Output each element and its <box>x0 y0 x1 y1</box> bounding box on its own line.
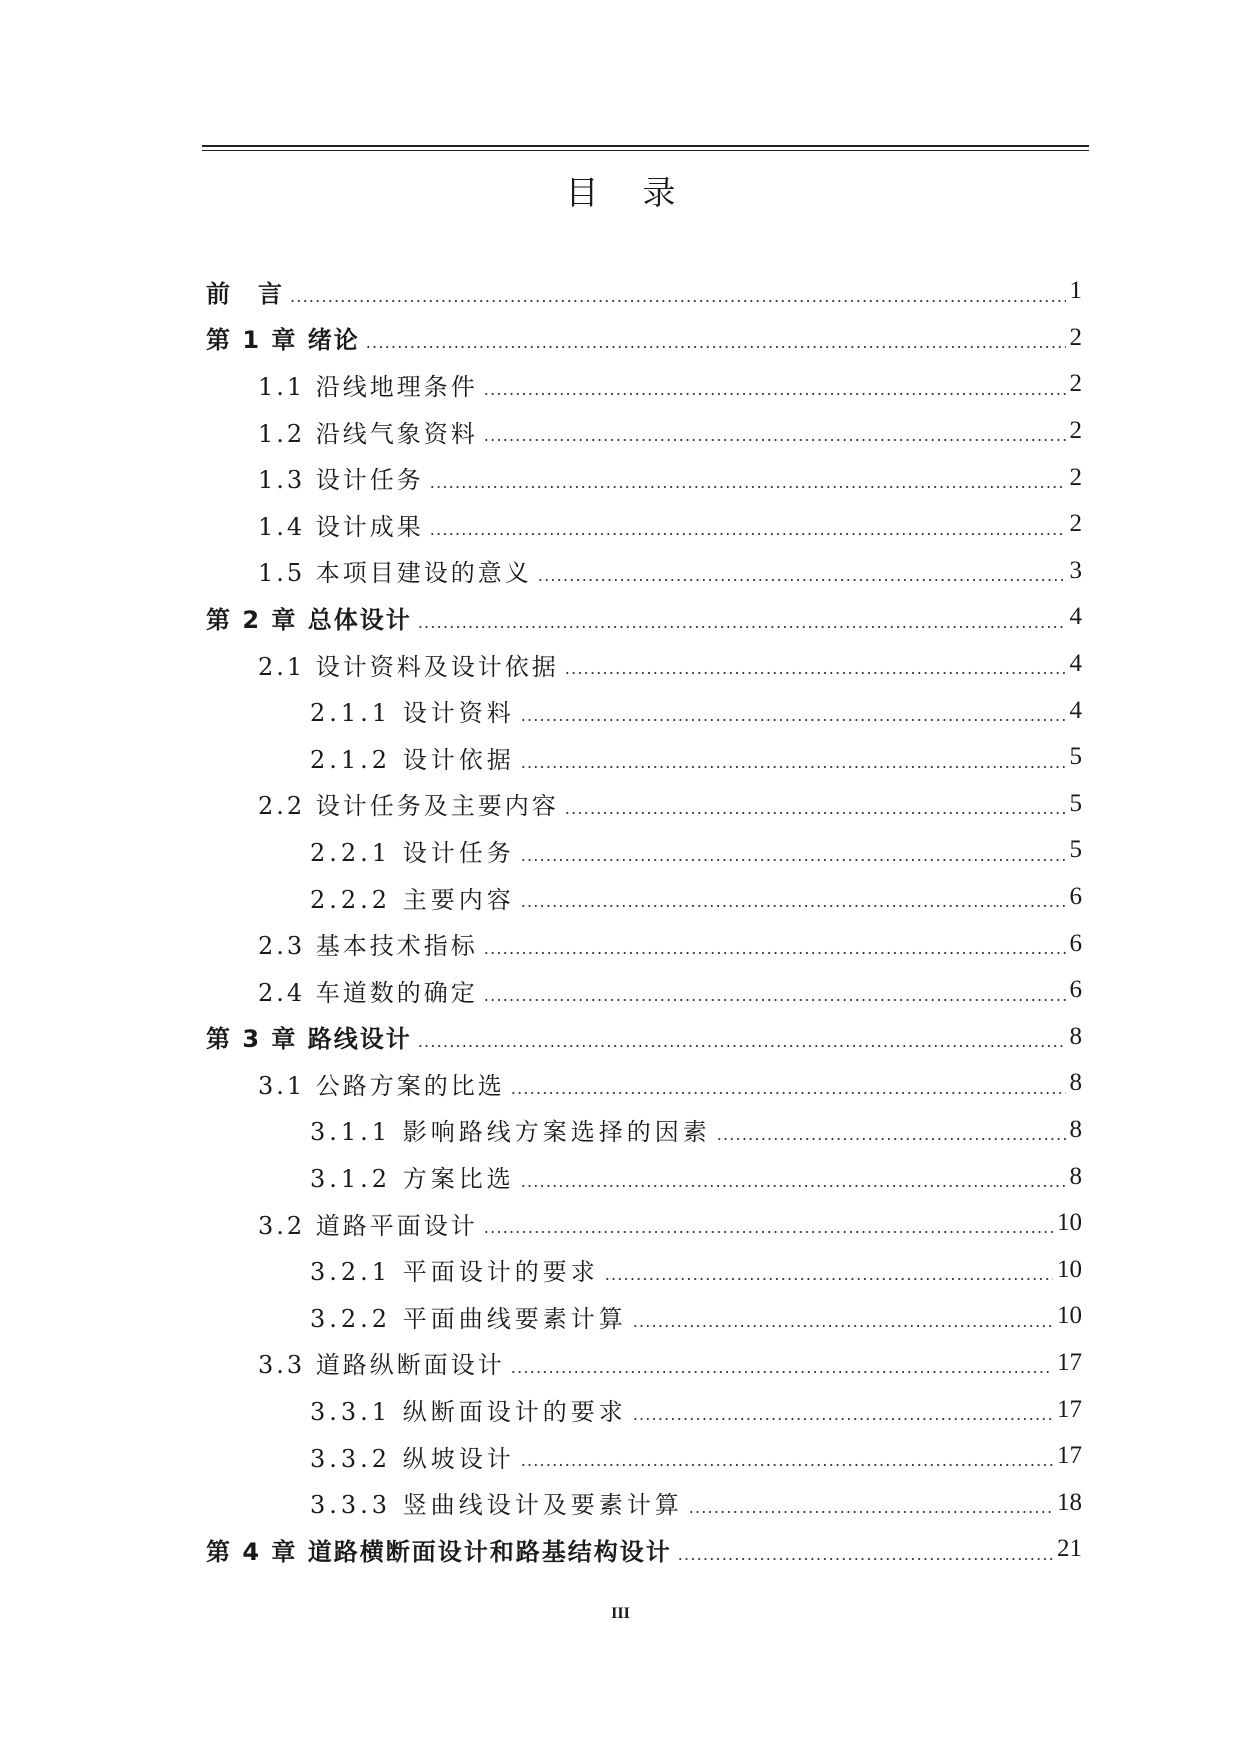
toc-entry-page: 1 <box>1069 277 1082 305</box>
toc-entry[interactable] <box>206 594 1082 641</box>
toc-entry[interactable] <box>206 1340 1082 1387</box>
toc-dot-leader <box>290 289 1066 315</box>
toc-dot-leader <box>430 522 1066 548</box>
toc-dot-leader <box>689 1500 1053 1526</box>
toc-entry[interactable] <box>206 548 1082 595</box>
toc-entry-label: 第 1 章 绪论 <box>206 326 360 355</box>
toc-entry-page: 5 <box>1069 836 1082 864</box>
toc-entry-page: 10 <box>1057 1255 1082 1283</box>
toc-dot-leader <box>418 1034 1066 1060</box>
toc-entry-page: 5 <box>1069 743 1082 771</box>
toc-entry[interactable] <box>206 454 1082 501</box>
toc-entry-label: 1.2 沿线气象资料 <box>258 419 478 448</box>
toc-entry-label: 1.5 本项目建设的意义 <box>258 559 532 588</box>
toc-entry-page: 18 <box>1057 1488 1082 1516</box>
toc-entry-label: 2.2 设计任务及主要内容 <box>258 792 559 821</box>
toc-entry-label: 3.2 道路平面设计 <box>258 1211 478 1240</box>
toc-dot-leader <box>484 382 1066 408</box>
toc-dot-leader <box>565 661 1066 687</box>
toc-entry-page: 2 <box>1069 323 1082 351</box>
toc-entry-label: 3.1.1 影响路线方案选择的因素 <box>310 1118 711 1147</box>
toc-entry[interactable] <box>206 734 1082 781</box>
toc-entry-page: 4 <box>1069 603 1082 631</box>
toc-entry-page: 6 <box>1069 929 1082 957</box>
toc-dot-leader <box>430 475 1066 501</box>
toc-dot-leader <box>511 1081 1066 1107</box>
page-number: III <box>611 1605 630 1622</box>
toc-entry[interactable] <box>206 687 1082 734</box>
toc-entry[interactable] <box>206 361 1082 408</box>
toc-dot-leader <box>717 1127 1066 1153</box>
toc-dot-leader <box>678 1547 1053 1573</box>
toc-entry[interactable] <box>206 1107 1082 1154</box>
toc-dot-leader <box>511 1360 1053 1386</box>
toc-entry-label: 第 4 章 道路横断面设计和路基结构设计 <box>206 1537 672 1566</box>
toc-entry-label: 3.1.2 方案比选 <box>310 1165 515 1194</box>
toc-dot-leader <box>484 428 1066 454</box>
toc-entry-label: 前 言 <box>206 279 284 308</box>
toc-dot-leader <box>633 1314 1053 1340</box>
toc-entry-page: 2 <box>1069 417 1082 445</box>
toc-entry-label: 3.3.1 纵断面设计的要求 <box>310 1398 627 1427</box>
toc-entry[interactable] <box>206 1014 1082 1061</box>
toc-entry-label: 1.3 设计任务 <box>258 466 424 495</box>
toc-dot-leader <box>521 755 1066 781</box>
toc-entry[interactable] <box>206 315 1082 362</box>
toc-dot-leader <box>565 801 1066 827</box>
toc-entry-label: 2.2.1 设计任务 <box>310 838 515 867</box>
toc-dot-leader <box>521 1174 1066 1200</box>
toc-entry-page: 2 <box>1069 370 1082 398</box>
page-title-char-1: 目 <box>565 173 599 212</box>
toc-entry[interactable] <box>206 268 1082 315</box>
toc-entry[interactable] <box>206 501 1082 548</box>
toc-entry[interactable] <box>206 1526 1082 1573</box>
toc-entry[interactable] <box>206 1433 1082 1480</box>
toc-entry-label: 2.4 车道数的确定 <box>258 978 478 1007</box>
toc-entry-label: 2.1 设计资料及设计依据 <box>258 652 559 681</box>
toc-entry-page: 6 <box>1069 976 1082 1004</box>
toc-entry-label: 3.3.3 竖曲线设计及要素计算 <box>310 1491 683 1520</box>
toc-entry-page: 17 <box>1057 1442 1082 1470</box>
toc-entry[interactable] <box>206 641 1082 688</box>
toc-dot-leader <box>484 1220 1053 1246</box>
toc-entry[interactable] <box>206 408 1082 455</box>
toc-entry-label: 2.1.1 设计资料 <box>310 699 515 728</box>
toc-dot-leader <box>521 848 1066 874</box>
toc-entry[interactable] <box>206 920 1082 967</box>
page-title-char-2: 录 <box>642 173 676 212</box>
toc-entry-page: 4 <box>1069 650 1082 678</box>
toc-entry-page: 8 <box>1069 1069 1082 1097</box>
toc-dot-leader <box>521 894 1066 920</box>
table-of-contents <box>206 268 1082 1573</box>
toc-entry[interactable] <box>206 827 1082 874</box>
toc-entry-page: 4 <box>1069 696 1082 724</box>
toc-entry-label: 3.3 道路纵断面设计 <box>258 1351 505 1380</box>
toc-entry-label: 2.2.2 主要内容 <box>310 885 515 914</box>
page-title <box>0 168 1241 218</box>
toc-dot-leader <box>538 568 1066 594</box>
toc-entry-label: 1.1 沿线地理条件 <box>258 372 478 401</box>
toc-entry-page: 2 <box>1069 510 1082 538</box>
toc-entry[interactable] <box>206 967 1082 1014</box>
toc-entry-page: 17 <box>1057 1348 1082 1376</box>
toc-entry-page: 3 <box>1069 556 1082 584</box>
toc-entry-label: 3.2.2 平面曲线要素计算 <box>310 1304 627 1333</box>
toc-entry[interactable] <box>206 1479 1082 1526</box>
toc-entry-label: 2.1.2 设计依据 <box>310 745 515 774</box>
toc-dot-leader <box>633 1407 1053 1433</box>
toc-entry[interactable] <box>206 1293 1082 1340</box>
toc-entry[interactable] <box>206 781 1082 828</box>
toc-entry-page: 8 <box>1069 1022 1082 1050</box>
toc-entry-page: 2 <box>1069 463 1082 491</box>
toc-dot-leader <box>484 988 1066 1014</box>
toc-entry-label: 3.3.2 纵坡设计 <box>310 1444 515 1473</box>
toc-entry-label: 2.3 基本技术指标 <box>258 932 478 961</box>
toc-dot-leader <box>484 941 1066 967</box>
toc-entry-label: 1.4 设计成果 <box>258 512 424 541</box>
toc-entry-page: 8 <box>1069 1115 1082 1143</box>
header-rule <box>202 145 1089 151</box>
toc-dot-leader <box>418 615 1066 641</box>
toc-dot-leader <box>521 708 1066 734</box>
toc-dot-leader <box>605 1267 1053 1293</box>
toc-entry[interactable] <box>206 1200 1082 1247</box>
toc-entry-page: 8 <box>1069 1162 1082 1190</box>
toc-entry[interactable] <box>206 1386 1082 1433</box>
toc-entry-page: 5 <box>1069 789 1082 817</box>
toc-entry[interactable] <box>206 1153 1082 1200</box>
toc-entry-page: 21 <box>1057 1535 1082 1563</box>
toc-entry-label: 3.2.1 平面设计的要求 <box>310 1258 599 1287</box>
toc-entry-label: 第 2 章 总体设计 <box>206 605 412 634</box>
toc-entry-page: 6 <box>1069 883 1082 911</box>
toc-entry[interactable] <box>206 1246 1082 1293</box>
toc-entry-label: 第 3 章 路线设计 <box>206 1025 412 1054</box>
toc-entry-page: 10 <box>1057 1209 1082 1237</box>
toc-dot-leader <box>521 1453 1053 1479</box>
toc-entry-page: 17 <box>1057 1395 1082 1423</box>
toc-entry[interactable] <box>206 874 1082 921</box>
toc-entry-label: 3.1 公路方案的比选 <box>258 1071 505 1100</box>
toc-dot-leader <box>366 335 1066 361</box>
toc-entry-page: 10 <box>1057 1302 1082 1330</box>
toc-entry[interactable] <box>206 1060 1082 1107</box>
